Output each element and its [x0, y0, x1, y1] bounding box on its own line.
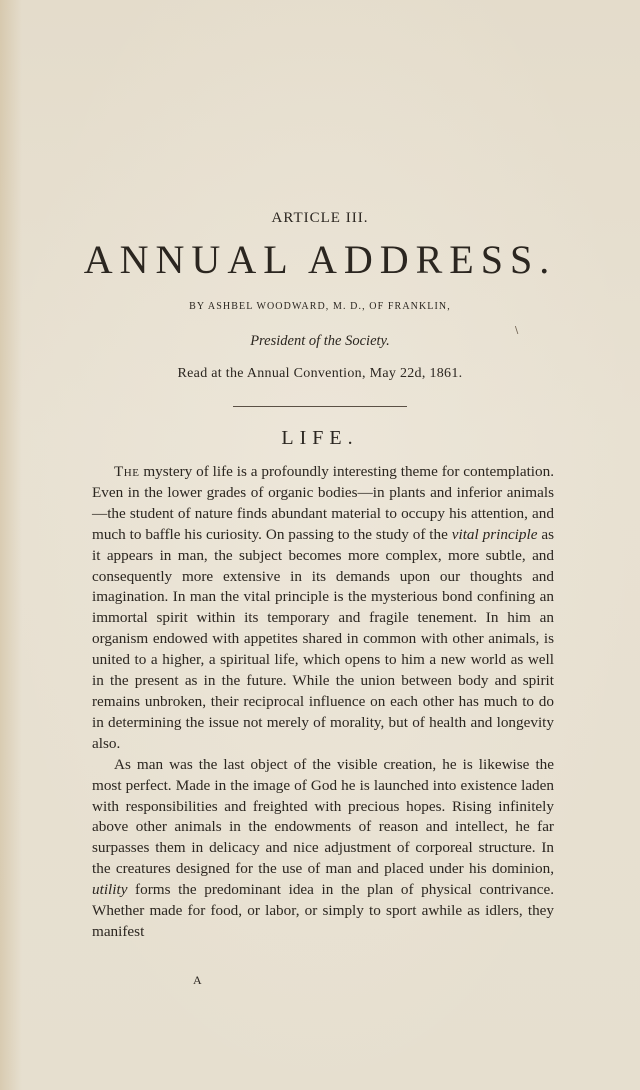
paragraph-1-lead: The: [114, 463, 140, 480]
section-divider: [233, 406, 407, 407]
author-role: President of the Society.: [250, 333, 390, 349]
read-at-note: Read at the Annual Convention, May 22d, 1861.: [177, 366, 463, 381]
paragraph-1-text-b: as it appears in man, the subject becomes more complex, more subtle, and consequently more extensive in its demands upon our thoughts and imagination. In man the vital principle is the mysterious bond confining an immortal spirit within its temporary and fragile tenement. In him an organism endowed with appetites shared in common with other animals, is united to a higher, a spiritual life, which opens to him a new world as well in the present as in the future. While the union between body and spirit remains unbroken, their reciprocal influence on each other has much to do in determining the issue not merely of morality, but of health and longevity also.: [92, 525, 555, 752]
page-title: ANNUAL ADDRESS.: [83, 237, 557, 282]
paragraph-2-emphasis: utility: [92, 881, 128, 899]
author-byline: BY ASHBEL WOODWARD, M. D., OF FRANKLIN,: [189, 301, 451, 312]
paragraph-1-emphasis: vital principle: [451, 525, 538, 543]
stray-mark: ∖: [513, 326, 520, 337]
body-text: [92, 462, 554, 943]
section-title: LIFE.: [281, 427, 359, 449]
page-edge-shading: [0, 0, 22, 1090]
paragraph-2-text-a: As man was the last object of the visible creation, he is likewise the most perfect. Made in the image of God he is launched into existence laden with responsibilities and freighted with precious hopes. Rising infinitely above other animals in the endowments of reason and intellect, he far surpasses them in delicacy and nice adjustment of corporeal structure. In the creatures designed for the use of man and placed under his dominion,: [92, 755, 554, 878]
signature-mark: A: [193, 973, 202, 987]
paragraph-1: [92, 462, 554, 755]
paragraph-2-text-b: forms the predominant idea in the plan of physical contrivance. Whether made for food, or labor, or simply to sport awhile as idlers, they manifest: [92, 881, 554, 940]
article-label: ARTICLE III.: [271, 210, 369, 226]
paragraph-2: [92, 755, 554, 943]
paragraph-1-text-a: mystery of life is a profoundly interesting theme for contemplation. Even in the lower grades of organic bodies—in plants and inferior animals—the student of nature finds abundant material to occupy his attention, and much to baffle his curiosity. On passing to the study of the: [92, 463, 554, 543]
